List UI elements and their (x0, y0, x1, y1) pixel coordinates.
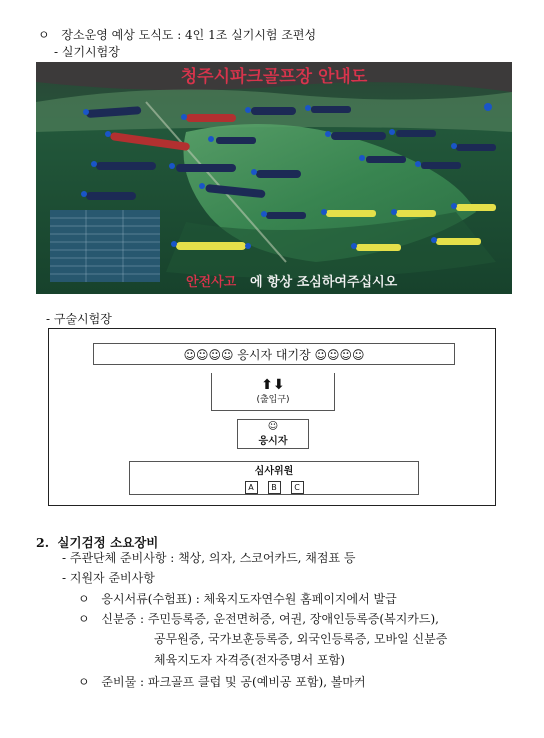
id-bullet: ㅇ (78, 612, 90, 626)
sign-footer-white: 에 항상 조심하여주십시오 (250, 275, 398, 290)
id-text-line1: 신분증 : 주민등록증, 운전면허증, 여권, 장애인등록증(복지카드), (101, 612, 439, 626)
sign-title-banner (181, 66, 368, 87)
judge-c: C (291, 481, 304, 494)
host-item: - 주관단체 준비사항 : 책상, 의자, 스코어카드, 채점표 등 (62, 551, 356, 565)
items-text: 준비물 : 파크골프 클럽 및 공(예비공 포함), 볼마커 (101, 675, 366, 689)
applicant-item: - 지원자 준비사항 (62, 571, 155, 585)
course-map-photo (36, 62, 512, 294)
entrance-arrows-icon: ⬆⬇ (261, 377, 285, 393)
judge-a: A (245, 481, 258, 494)
practical-label: - 실기시험장 (54, 45, 120, 59)
docs-bullet: ㅇ (78, 592, 90, 606)
venue-heading (38, 26, 316, 43)
oral-label: - 구술시험장 (46, 312, 112, 326)
heading-bullet: ㅇ (38, 28, 50, 42)
items-item (78, 673, 366, 690)
sign-score-table (50, 210, 160, 282)
docs-item (78, 590, 397, 607)
heading-text: 장소운영 예상 도식도 : 4인 1조 실기시험 조편성 (61, 28, 317, 42)
section2-title: 실기검정 소요장비 (57, 535, 159, 550)
section2-number: 2. (36, 535, 50, 550)
sign-footer (186, 274, 398, 290)
oral-exam-diagram (48, 328, 496, 506)
examinee-label: 응시자 (258, 436, 288, 447)
sign-footer-red: 안전사고 (186, 275, 237, 290)
id-text-line3: 체육지도자 자격증(전자증명서 포함) (154, 653, 345, 667)
docs-text: 응시서류(수험표) : 체육지도자연수원 홈페이지에서 발급 (101, 592, 397, 606)
judge-b: B (268, 481, 281, 494)
items-bullet: ㅇ (78, 675, 90, 689)
course-map-image (36, 62, 512, 294)
judges-box (129, 461, 419, 495)
examinee-icon: ☺ (267, 421, 279, 432)
entrance (211, 373, 335, 411)
sign-title: 청주시파크골프장 안내도 (180, 67, 368, 87)
entrance-label: (출입구) (256, 395, 290, 405)
examinee-box (237, 419, 309, 449)
waiting-area: ☺☺☺☺ 응시자 대기장 ☺☺☺☺ (93, 343, 455, 365)
judge-list (245, 481, 304, 494)
id-text-line2: 공무원증, 국가보훈등록증, 외국인등록증, 모바일 신분증 (154, 632, 448, 646)
judges-label: 심사위원 (254, 466, 294, 477)
id-item (78, 610, 439, 627)
